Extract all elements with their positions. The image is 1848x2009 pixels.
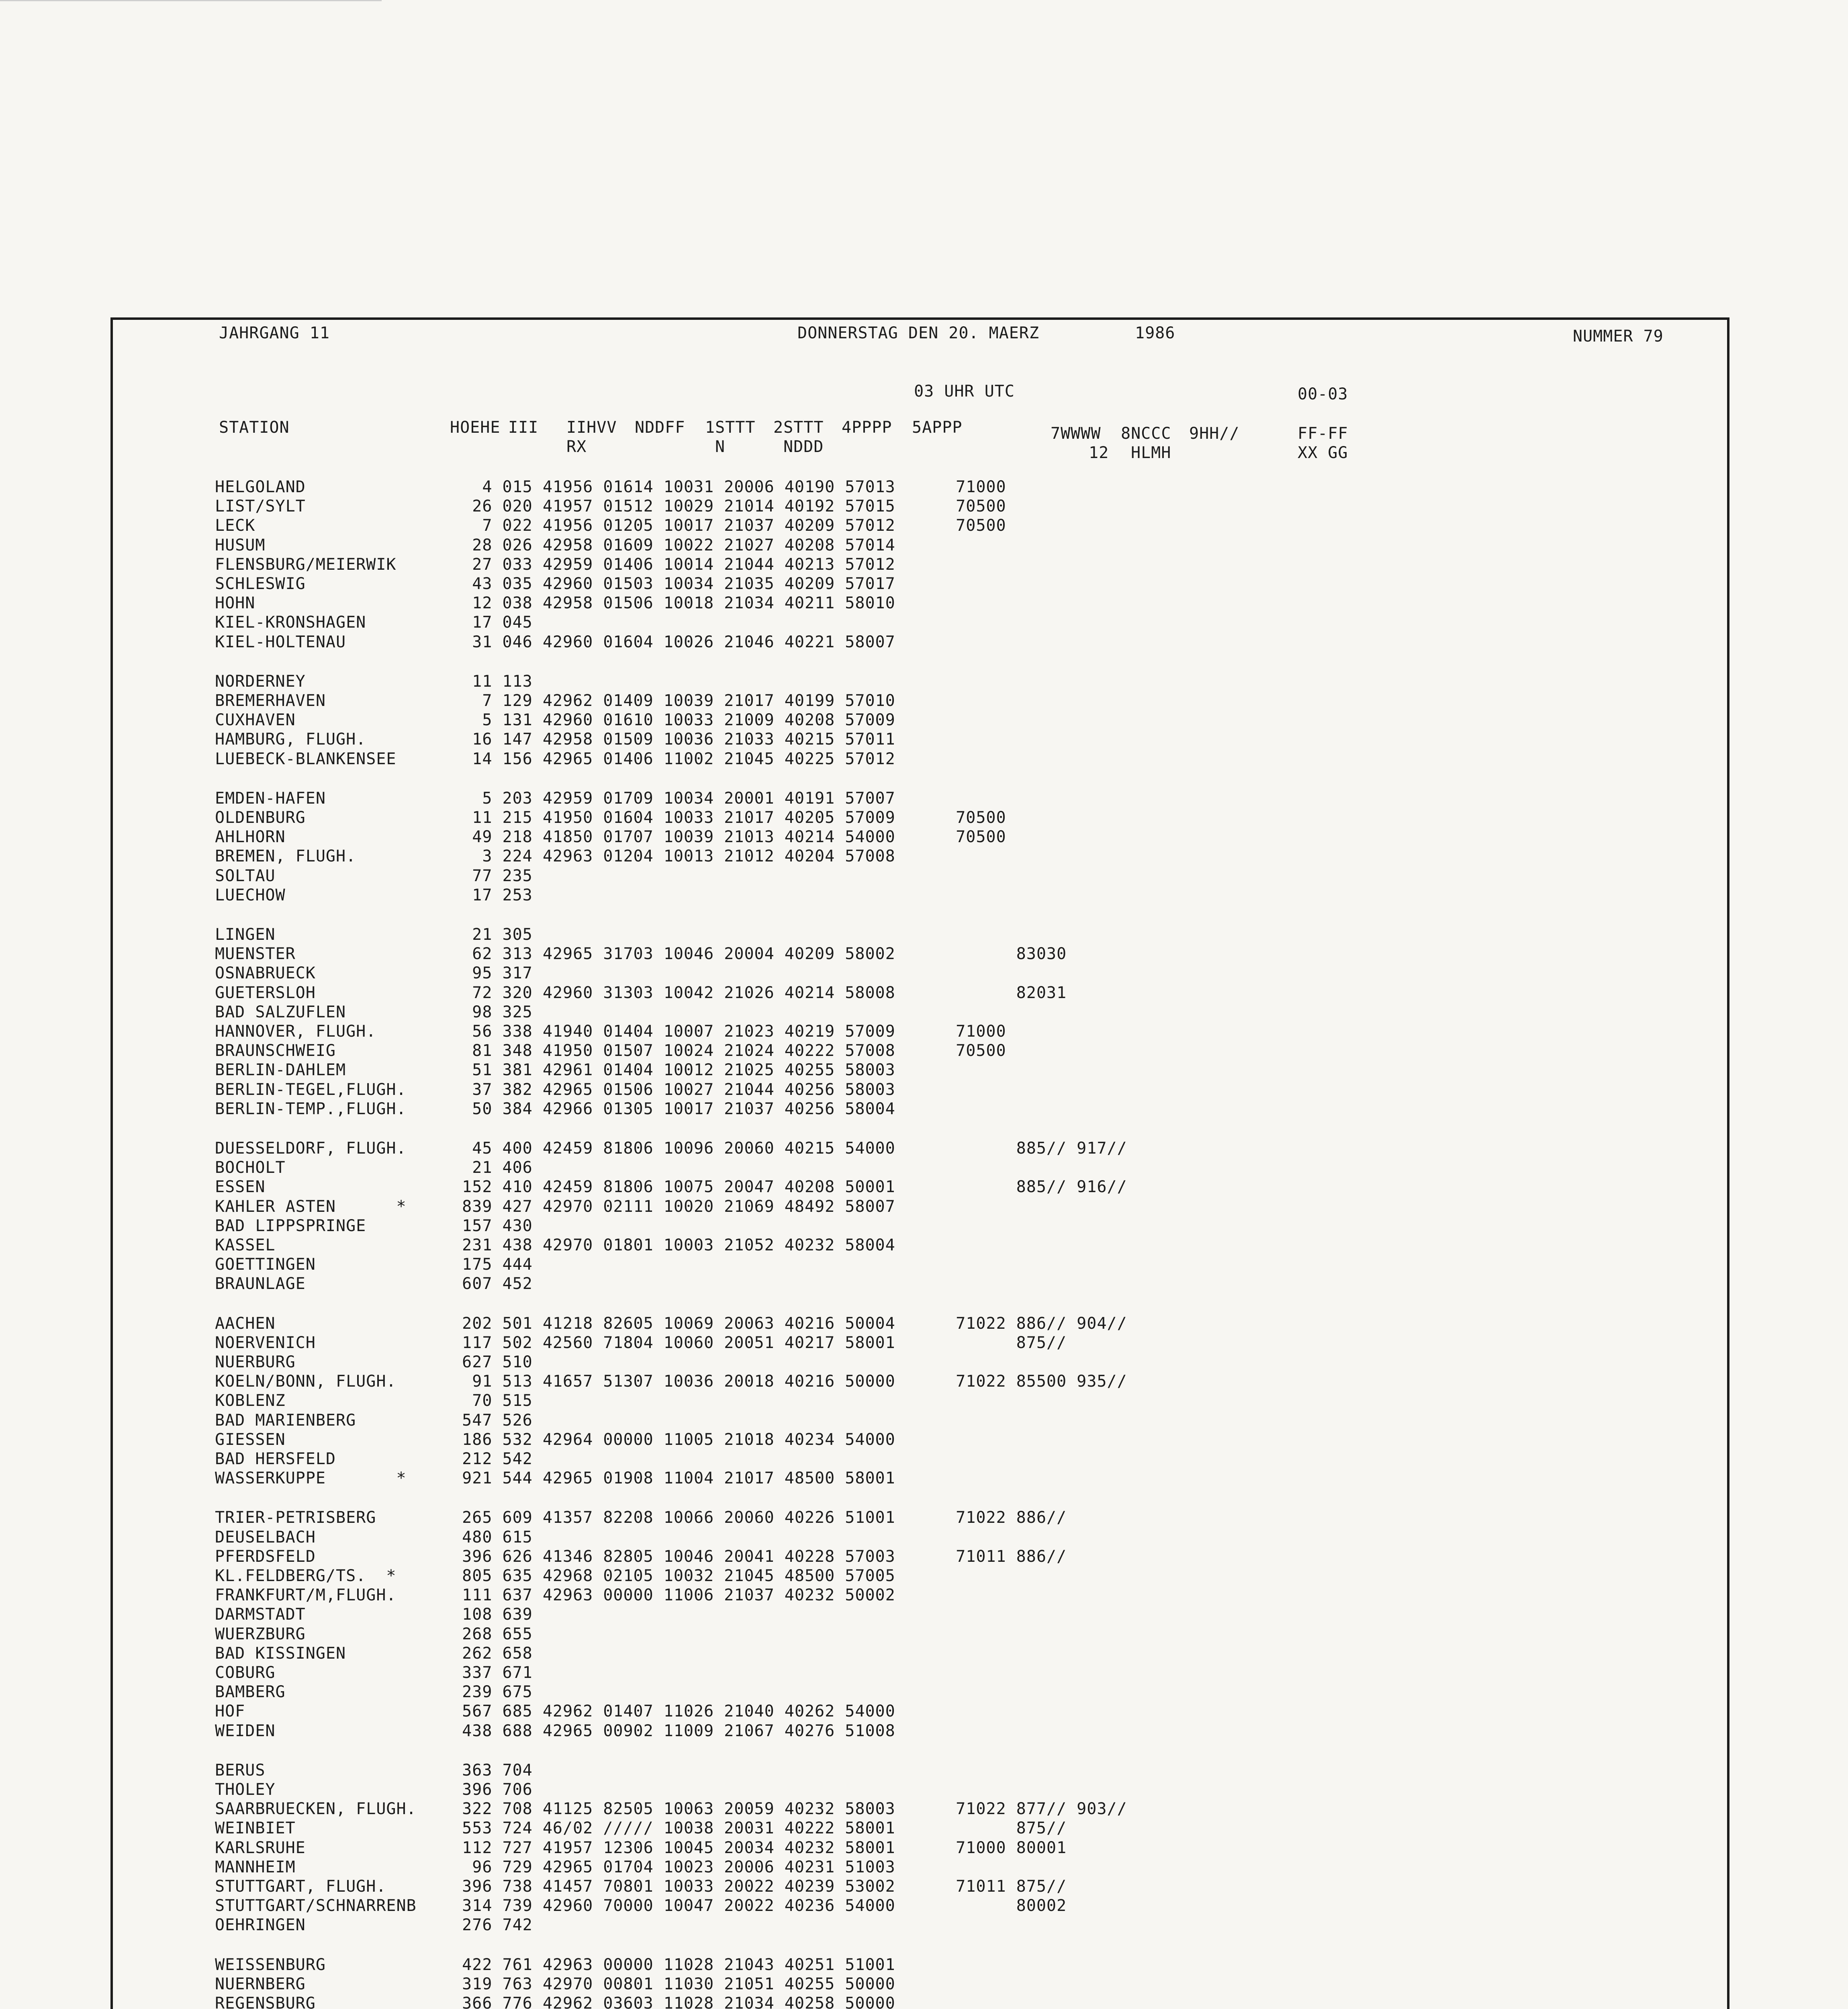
scan-edge-line	[0, 0, 382, 1]
station-row	[215, 632, 895, 652]
station-name: SCHLESWIG	[215, 575, 306, 593]
station-values: 21 406	[442, 1158, 533, 1177]
station-values: 31 046 42960 01604 10026 21046 40221 58007	[442, 632, 895, 651]
station-values: 921 544 42965 01908 11004 21017 48500 58001	[442, 1469, 895, 1488]
station-values: 117 502 42560 71804 10060 20051 40217 58001 875//	[442, 1333, 1067, 1352]
station-row	[215, 1060, 895, 1080]
station-row	[215, 1430, 895, 1449]
station-name: BREMERHAVEN	[215, 691, 326, 710]
station-row	[215, 866, 533, 886]
station-values: 5 131 42960 01610 10033 21009 40208 57009	[442, 711, 895, 730]
station-values: 45 400 42459 81806 10096 20060 40215 54000 885// 917//	[442, 1139, 1127, 1158]
station-name: HELGOLAND	[215, 478, 306, 496]
station-values: 14 156 42965 01406 11002 21045 40225 57012	[442, 749, 895, 768]
station-values: 567 685 42962 01407 11026 21040 40262 54000	[442, 1702, 895, 1721]
station-values: 805 635 42968 02105 10032 21045 48500 57005	[442, 1567, 895, 1585]
station-name: NOERVENICH	[215, 1333, 316, 1352]
station-row	[215, 516, 1006, 535]
station-row	[215, 1274, 533, 1293]
year-label: 1986	[1135, 324, 1175, 342]
station-name: OLDENBURG	[215, 808, 306, 827]
station-name: HOF	[215, 1702, 245, 1721]
station-values: 202 501 41218 82605 10069 20063 40216 50004 71022 886// 904//	[442, 1314, 1127, 1333]
station-name: WEINBIET	[215, 1819, 296, 1838]
station-row	[215, 789, 895, 808]
station-values: 27 033 42959 01406 10014 21044 40213 57012	[442, 555, 895, 574]
station-name: SOLTAU	[215, 866, 276, 885]
station-values: 77 235	[442, 866, 533, 885]
station-name: LUEBECK-BLANKENSEE	[215, 749, 397, 768]
station-row	[215, 827, 1006, 847]
col-station: STATION	[219, 418, 290, 437]
station-values: 553 724 46/02 ///// 10038 20031 40222 58001 875//	[442, 1819, 1067, 1838]
station-name: WEISSENBURG	[215, 1955, 326, 1974]
station-row	[215, 1022, 1006, 1041]
station-row	[215, 1080, 895, 1099]
station-row	[215, 1682, 533, 1702]
date-label: DONNERSTAG DEN 20. MAERZ	[797, 324, 1039, 342]
station-row	[215, 1469, 895, 1488]
station-values: 108 639	[442, 1605, 533, 1624]
station-row	[215, 1177, 1127, 1197]
station-values: 112 727 41957 12306 10045 20034 40232 58001 71000 80001	[442, 1838, 1067, 1857]
station-name: HUSUM	[215, 536, 266, 554]
col-1sttt-sub: N	[715, 438, 726, 456]
station-values: 72 320 42960 31303 10042 21026 40214 58008 82031	[442, 983, 1067, 1002]
station-name: NUERBURG	[215, 1353, 296, 1371]
col-ff-sub: XX GG	[1298, 444, 1348, 462]
station-name: LUECHOW	[215, 886, 286, 904]
station-values: 70 515	[442, 1391, 533, 1410]
station-row	[215, 1391, 533, 1410]
station-values: 21 305	[442, 925, 533, 944]
station-values: 11 113	[442, 672, 533, 691]
station-name: FLENSBURG/MEIERWIK	[215, 555, 397, 574]
station-values: 81 348 41950 01507 10024 21024 40222 57008 70500	[442, 1041, 1006, 1060]
station-name: KOBLENZ	[215, 1391, 286, 1410]
col-2sttt: 2STTT	[773, 418, 824, 437]
station-values: 627 510	[442, 1353, 533, 1371]
station-name: BREMEN, FLUGH.	[215, 847, 356, 866]
station-name: HOHN	[215, 594, 256, 613]
col-iihvv: IIHVV	[566, 418, 617, 437]
station-values: 96 729 42965 01704 10023 20006 40231 51003	[442, 1858, 895, 1876]
station-values: 26 020 41957 01512 10029 21014 40192 57015 70500	[442, 497, 1006, 516]
station-name: ESSEN	[215, 1178, 266, 1197]
col-7wwww: 7WWWW	[1051, 424, 1101, 443]
station-values: 17 253	[442, 886, 533, 904]
station-row	[215, 1197, 895, 1216]
col-7wwww-sub: 12	[1089, 444, 1109, 462]
station-row	[215, 1372, 1127, 1391]
station-values: 98 325	[442, 1002, 533, 1021]
station-name: WEIDEN	[215, 1721, 276, 1740]
station-values: 547 526	[442, 1411, 533, 1430]
station-name: DARMSTADT	[215, 1605, 306, 1624]
station-name: BERLIN-TEMP.,FLUGH.	[215, 1099, 407, 1118]
station-values: 175 444	[442, 1255, 533, 1274]
station-row	[215, 536, 895, 555]
station-values: 16 147 42958 01509 10036 21033 40215 57011	[442, 730, 895, 749]
station-values: 607 452	[442, 1275, 533, 1293]
station-values: 152 410 42459 81806 10075 20047 40208 50001 885// 916//	[442, 1178, 1127, 1197]
station-row	[215, 1858, 895, 1877]
station-name: BERLIN-TEGEL,FLUGH.	[215, 1080, 407, 1099]
station-values: 28 026 42958 01609 10022 21027 40208 57014	[442, 536, 895, 554]
station-name: MANNHEIM	[215, 1858, 296, 1876]
issue-number: NUMMER 79	[1573, 327, 1664, 346]
station-row	[215, 477, 1006, 497]
station-row	[215, 1528, 533, 1547]
station-name: KL.FELDBERG/TS. *	[215, 1567, 397, 1585]
station-values: 396 706	[442, 1780, 533, 1799]
col-5appp: 5APPP	[912, 418, 963, 437]
station-values: 231 438 42970 01801 10003 21052 40232 58004	[442, 1236, 895, 1254]
station-name: STUTTGART/SCHNARRENB	[215, 1896, 417, 1915]
col-9hh: 9HH//	[1189, 424, 1240, 443]
col-8nccc-sub: HLMH	[1131, 444, 1171, 462]
col-1sttt: 1STTT	[705, 418, 756, 437]
station-name: LIST/SYLT	[215, 497, 306, 516]
station-row	[215, 1041, 1006, 1060]
station-values: 12 038 42958 01506 10018 21034 40211 58010	[442, 594, 895, 613]
station-values: 262 658	[442, 1644, 533, 1663]
station-values: 363 704	[442, 1761, 533, 1780]
station-values: 276 742	[442, 1916, 533, 1935]
station-name: KIEL-HOLTENAU	[215, 632, 346, 651]
station-row	[215, 1761, 533, 1780]
station-row	[215, 1721, 895, 1741]
station-values: 480 615	[442, 1528, 533, 1547]
station-row	[215, 749, 895, 769]
station-row	[215, 1333, 1067, 1352]
station-name: BRAUNLAGE	[215, 1275, 306, 1293]
station-row	[215, 613, 533, 632]
station-values: 212 542	[442, 1450, 533, 1468]
station-values: 111 637 42963 00000 11006 21037 40232 50002	[442, 1586, 895, 1605]
station-name: REGENSBURG	[215, 1994, 316, 2009]
volume-label: JAHRGANG 11	[219, 324, 330, 342]
station-name: BERLIN-DAHLEM	[215, 1061, 346, 1080]
station-row	[215, 497, 1006, 516]
station-name: CUXHAVEN	[215, 711, 296, 730]
station-values: 62 313 42965 31703 10046 20004 40209 58002 83030	[442, 945, 1067, 964]
station-name: STUTTGART, FLUGH.	[215, 1877, 386, 1896]
station-name: BAD HERSFELD	[215, 1450, 336, 1468]
station-values: 396 626 41346 82805 10046 20041 40228 57003 71011 886//	[442, 1547, 1067, 1566]
station-values: 17 045	[442, 613, 533, 632]
station-name: AHLHORN	[215, 828, 286, 847]
col-2sttt-sub: NDDD	[783, 438, 824, 456]
station-name: HAMBURG, FLUGH.	[215, 730, 366, 749]
station-values: 268 655	[442, 1624, 533, 1643]
station-name: BOCHOLT	[215, 1158, 286, 1177]
station-name: GUETERSLOH	[215, 983, 316, 1002]
station-values: 37 382 42965 01506 10027 21044 40256 58003	[442, 1080, 895, 1099]
station-values: 50 384 42966 01305 10017 21037 40256 58004	[442, 1099, 895, 1118]
col-iihvv-sub: RX	[566, 438, 587, 456]
station-row	[215, 1449, 533, 1469]
col-ff: FF-FF	[1298, 424, 1348, 443]
station-name: FRANKFURT/M,FLUGH.	[215, 1586, 397, 1605]
station-row	[215, 1158, 533, 1177]
station-name: OSNABRUECK	[215, 964, 316, 983]
station-name: GOETTINGEN	[215, 1255, 316, 1274]
station-values: 51 381 42961 01404 10012 21025 40255 58003	[442, 1061, 895, 1080]
station-row	[215, 1799, 1127, 1819]
station-name: COBURG	[215, 1663, 276, 1682]
station-row	[215, 886, 533, 905]
station-row	[215, 1644, 533, 1663]
station-name: BAD SALZUFLEN	[215, 1002, 346, 1021]
station-values: 11 215 41950 01604 10033 21017 40205 57009 70500	[442, 808, 1006, 827]
station-name: LECK	[215, 516, 256, 535]
col-8nccc: 8NCCC	[1121, 424, 1171, 443]
station-row	[215, 1896, 1067, 1915]
station-row	[215, 1547, 1067, 1566]
station-row	[215, 1352, 533, 1372]
station-values: 3 224 42963 01204 10013 21012 40204 57008	[442, 847, 895, 866]
station-row	[215, 1877, 1067, 1896]
station-name: BERUS	[215, 1761, 266, 1780]
station-row	[215, 1139, 1127, 1158]
station-values: 265 609 41357 82208 10066 20060 40226 51001 71022 886//	[442, 1508, 1067, 1527]
station-row	[215, 944, 1067, 964]
col-nddff: NDDFF	[635, 418, 685, 437]
station-row	[215, 1974, 895, 1994]
station-row	[215, 847, 895, 866]
col-hoehe: HOEHE	[450, 418, 501, 437]
station-name: BAMBERG	[215, 1683, 286, 1702]
station-row	[215, 1002, 533, 1022]
station-values: 7 129 42962 01409 10039 21017 40199 57010	[442, 691, 895, 710]
station-row	[215, 730, 895, 749]
station-row	[215, 691, 895, 710]
station-row	[215, 1508, 1067, 1527]
station-name: KOELN/BONN, FLUGH.	[215, 1372, 397, 1391]
station-row	[215, 555, 895, 574]
period-label: 00-03	[1298, 385, 1348, 403]
observation-time-label: 03 UHR UTC	[914, 382, 1015, 401]
station-name: OEHRINGEN	[215, 1916, 306, 1935]
station-values: 337 671	[442, 1663, 533, 1682]
station-row	[215, 1994, 895, 2009]
station-name: BRAUNSCHWEIG	[215, 1041, 336, 1060]
station-name: GIESSEN	[215, 1430, 286, 1449]
station-row	[215, 1586, 895, 1605]
station-name: WASSERKUPPE *	[215, 1469, 407, 1488]
station-row	[215, 1099, 895, 1119]
station-row	[215, 672, 533, 691]
station-values: 157 430	[442, 1216, 533, 1235]
station-row	[215, 593, 895, 613]
station-name: HANNOVER, FLUGH.	[215, 1022, 376, 1041]
station-values: 438 688 42965 00902 11009 21067 40276 51008	[442, 1721, 895, 1740]
station-name: THOLEY	[215, 1780, 276, 1799]
station-row	[215, 1566, 895, 1586]
station-values: 366 776 42962 03603 11028 21034 40258 50000	[442, 1994, 895, 2009]
station-row	[215, 574, 895, 593]
station-name: WUERZBURG	[215, 1624, 306, 1643]
station-name: KIEL-KRONSHAGEN	[215, 613, 366, 632]
station-row	[215, 710, 895, 730]
col-iii: III	[508, 418, 539, 437]
station-values: 56 338 41940 01404 10007 21023 40219 57009 71000	[442, 1022, 1006, 1041]
station-name: BAD KISSINGEN	[215, 1644, 346, 1663]
station-row	[215, 1915, 533, 1935]
station-row	[215, 1216, 533, 1236]
station-values: 314 739 42960 70000 10047 20022 40236 54000 80002	[442, 1896, 1067, 1915]
station-values: 95 317	[442, 964, 533, 983]
station-row	[215, 1624, 533, 1644]
station-name: NORDERNEY	[215, 672, 306, 691]
station-row	[215, 964, 533, 983]
station-row	[215, 1314, 1127, 1333]
station-values: 4 015 41956 01614 10031 20006 40190 57013 71000	[442, 478, 1006, 496]
station-name: EMDEN-HAFEN	[215, 789, 326, 808]
col-4pppp: 4PPPP	[842, 418, 892, 437]
station-values: 49 218 41850 01707 10039 21013 40214 54000 70500	[442, 828, 1006, 847]
station-name: NUERNBERG	[215, 1974, 306, 1993]
station-values: 322 708 41125 82505 10063 20059 40232 58003 71022 877// 903//	[442, 1800, 1127, 1819]
station-row	[215, 1780, 533, 1799]
station-row	[215, 1255, 533, 1274]
station-row	[215, 1702, 895, 1721]
station-values: 91 513 41657 51307 10036 20018 40216 50000 71022 85500 935//	[442, 1372, 1127, 1391]
station-row	[215, 925, 533, 944]
station-values: 239 675	[442, 1683, 533, 1702]
station-values: 7 022 41956 01205 10017 21037 40209 57012 70500	[442, 516, 1006, 535]
station-row	[215, 1819, 1067, 1838]
station-row	[215, 1955, 895, 1974]
station-name: SAARBRUECKEN, FLUGH.	[215, 1800, 417, 1819]
station-name: MUENSTER	[215, 945, 296, 964]
station-values: 422 761 42963 00000 11028 21043 40251 51001	[442, 1955, 895, 1974]
station-values: 319 763 42970 00801 11030 21051 40255 50000	[442, 1974, 895, 1993]
station-name: PFERDSFELD	[215, 1547, 316, 1566]
station-row	[215, 983, 1067, 1002]
station-name: DUESSELDORF, FLUGH.	[215, 1139, 407, 1158]
station-name: AACHEN	[215, 1314, 276, 1333]
station-row	[215, 1605, 533, 1624]
station-name: KARLSRUHE	[215, 1838, 306, 1857]
station-values: 5 203 42959 01709 10034 20001 40191 57007	[442, 789, 895, 808]
station-name: KAHLER ASTEN *	[215, 1197, 407, 1216]
station-values: 186 532 42964 00000 11005 21018 40234 54000	[442, 1430, 895, 1449]
station-row	[215, 808, 1006, 827]
station-values: 396 738 41457 70801 10033 20022 40239 53002 71011 875//	[442, 1877, 1067, 1896]
station-name: BAD MARIENBERG	[215, 1411, 356, 1430]
station-name: LINGEN	[215, 925, 276, 944]
station-name: KASSEL	[215, 1236, 276, 1254]
station-values: 839 427 42970 02111 10020 21069 48492 58007	[442, 1197, 895, 1216]
station-row	[215, 1411, 533, 1430]
station-row	[215, 1663, 533, 1682]
station-name: BAD LIPPSPRINGE	[215, 1216, 366, 1235]
station-row	[215, 1236, 895, 1255]
station-row	[215, 1838, 1067, 1858]
station-values: 43 035 42960 01503 10034 21035 40209 57017	[442, 575, 895, 593]
station-name: TRIER-PETRISBERG	[215, 1508, 376, 1527]
station-name: DEUSELBACH	[215, 1528, 316, 1547]
